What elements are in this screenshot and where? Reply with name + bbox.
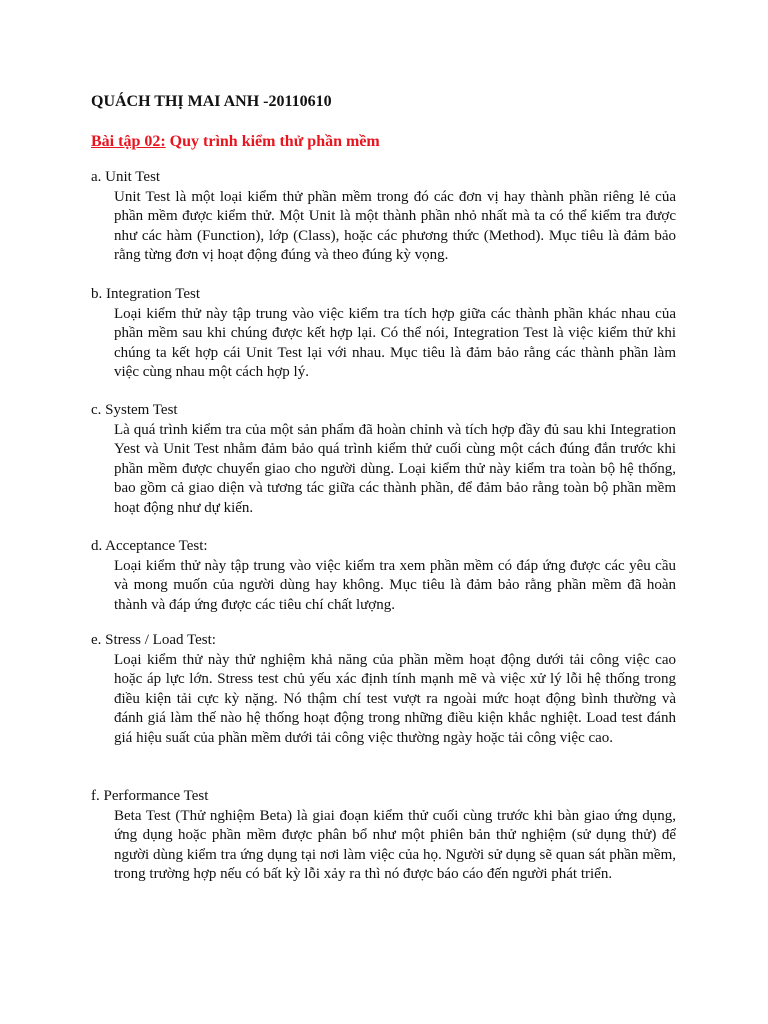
section-body: Là quá trình kiểm tra của một sản phẩm đã hoàn chỉnh và tích hợp đầy đủ sau khi Integration Yest và Unit Test nhằm đảm bảo quá trình kiểm thử cuối cùng một cách đúng đắn trước khi phần mềm được chuyển giao cho người dùng. Loại kiểm thử này kiểm tra toàn bộ hệ thống, bao gồm cả giao diện và tương tác giữa các thành phần, để đảm bảo rằng toàn bộ phần mềm hoạt động như dự kiến. <box>114 421 676 516</box>
section-system-test <box>91 401 681 518</box>
section-performance-test <box>91 787 681 885</box>
section-heading: d. Acceptance Test: <box>91 538 208 554</box>
assignment-label: Bài tập 02: <box>91 133 166 150</box>
assignment-name: Quy trình kiểm thử phần mềm <box>169 133 380 150</box>
section-acceptance-test <box>91 537 681 615</box>
section-body: Unit Test là một loại kiểm thử phần mềm trong đó các đơn vị hay thành phần riêng lẻ của phần mềm được kiểm thử. Một Unit là một thành phần nhỏ nhất mà ta có thể kiểm tra được như các hàm (Function), lớp (Class), hoặc các phương thức (Method). Mục tiêu là đảm bảo rằng từng đơn vị hoạt động đúng và theo đúng kỳ vọng. <box>114 188 676 263</box>
section-heading: a. Unit Test <box>91 169 161 185</box>
section-body: Beta Test (Thử nghiệm Beta) là giai đoạn kiểm thử cuối cùng trước khi bàn giao ứng dụng, ứng dụng hoặc phần mềm được phân bổ như một phiên bản thử nghiệm (sử dụng thử) để người dùng kiểm tra ứng dụng tại nơi làm việc của họ. Người sử dụng sẽ quan sát phần mềm, trong trường hợp nếu có bất kỳ lỗi xảy ra thì nó được báo cáo đến người phát triển. <box>114 807 676 882</box>
section-body: Loại kiểm thử này thử nghiệm khả năng của phần mềm hoạt động dưới tải công việc cao hoặc áp lực lớn. Stress test chủ yếu xác định tính mạnh mẽ và việc xử lý lỗi hệ thống trong điều kiện tải cực kỳ nặng. Nó thậm chí test vượt ra ngoài mức hoạt động bình thường và đánh giá làm thế nào hệ thống hoạt động trong những điều kiện khắc nghiệt. Load test đánh giá hiệu suất của phần mềm dưới tải công việc thường ngày hoặc tải công việc cao. <box>114 651 676 746</box>
section-heading: b. Integration Test <box>91 286 201 302</box>
section-integration-test <box>91 285 681 383</box>
author-line: QUÁCH THỊ MAI ANH -20110610 <box>91 93 332 110</box>
section-body: Loại kiểm thử này tập trung vào việc kiểm tra xem phần mềm có đáp ứng được các yêu cầu và mong muốn của người dùng hay không. Mục tiêu là đảm bảo rằng phần mềm đã hoàn thành và đáp ứng được các tiêu chí chất lượng. <box>114 557 676 613</box>
section-body: Loại kiểm thử này tập trung vào việc kiểm tra tích hợp giữa các thành phần khác nhau của phần mềm sau khi chúng được kết hợp lại. Có thể nói, Integration Test là việc kiểm thử khi chúng ta kết hợp cái Unit Test lại với nhau. Mục tiêu là đảm bảo rằng các thành phần làm việc cùng nhau một cách hợp lý. <box>114 305 676 380</box>
section-heading: e. Stress / Load Test: <box>91 632 216 648</box>
section-unit-test <box>91 168 681 266</box>
section-heading: c. System Test <box>91 402 178 418</box>
section-stress-load-test <box>91 631 681 748</box>
section-heading: f. Performance Test <box>91 788 209 804</box>
assignment-title <box>91 132 380 152</box>
